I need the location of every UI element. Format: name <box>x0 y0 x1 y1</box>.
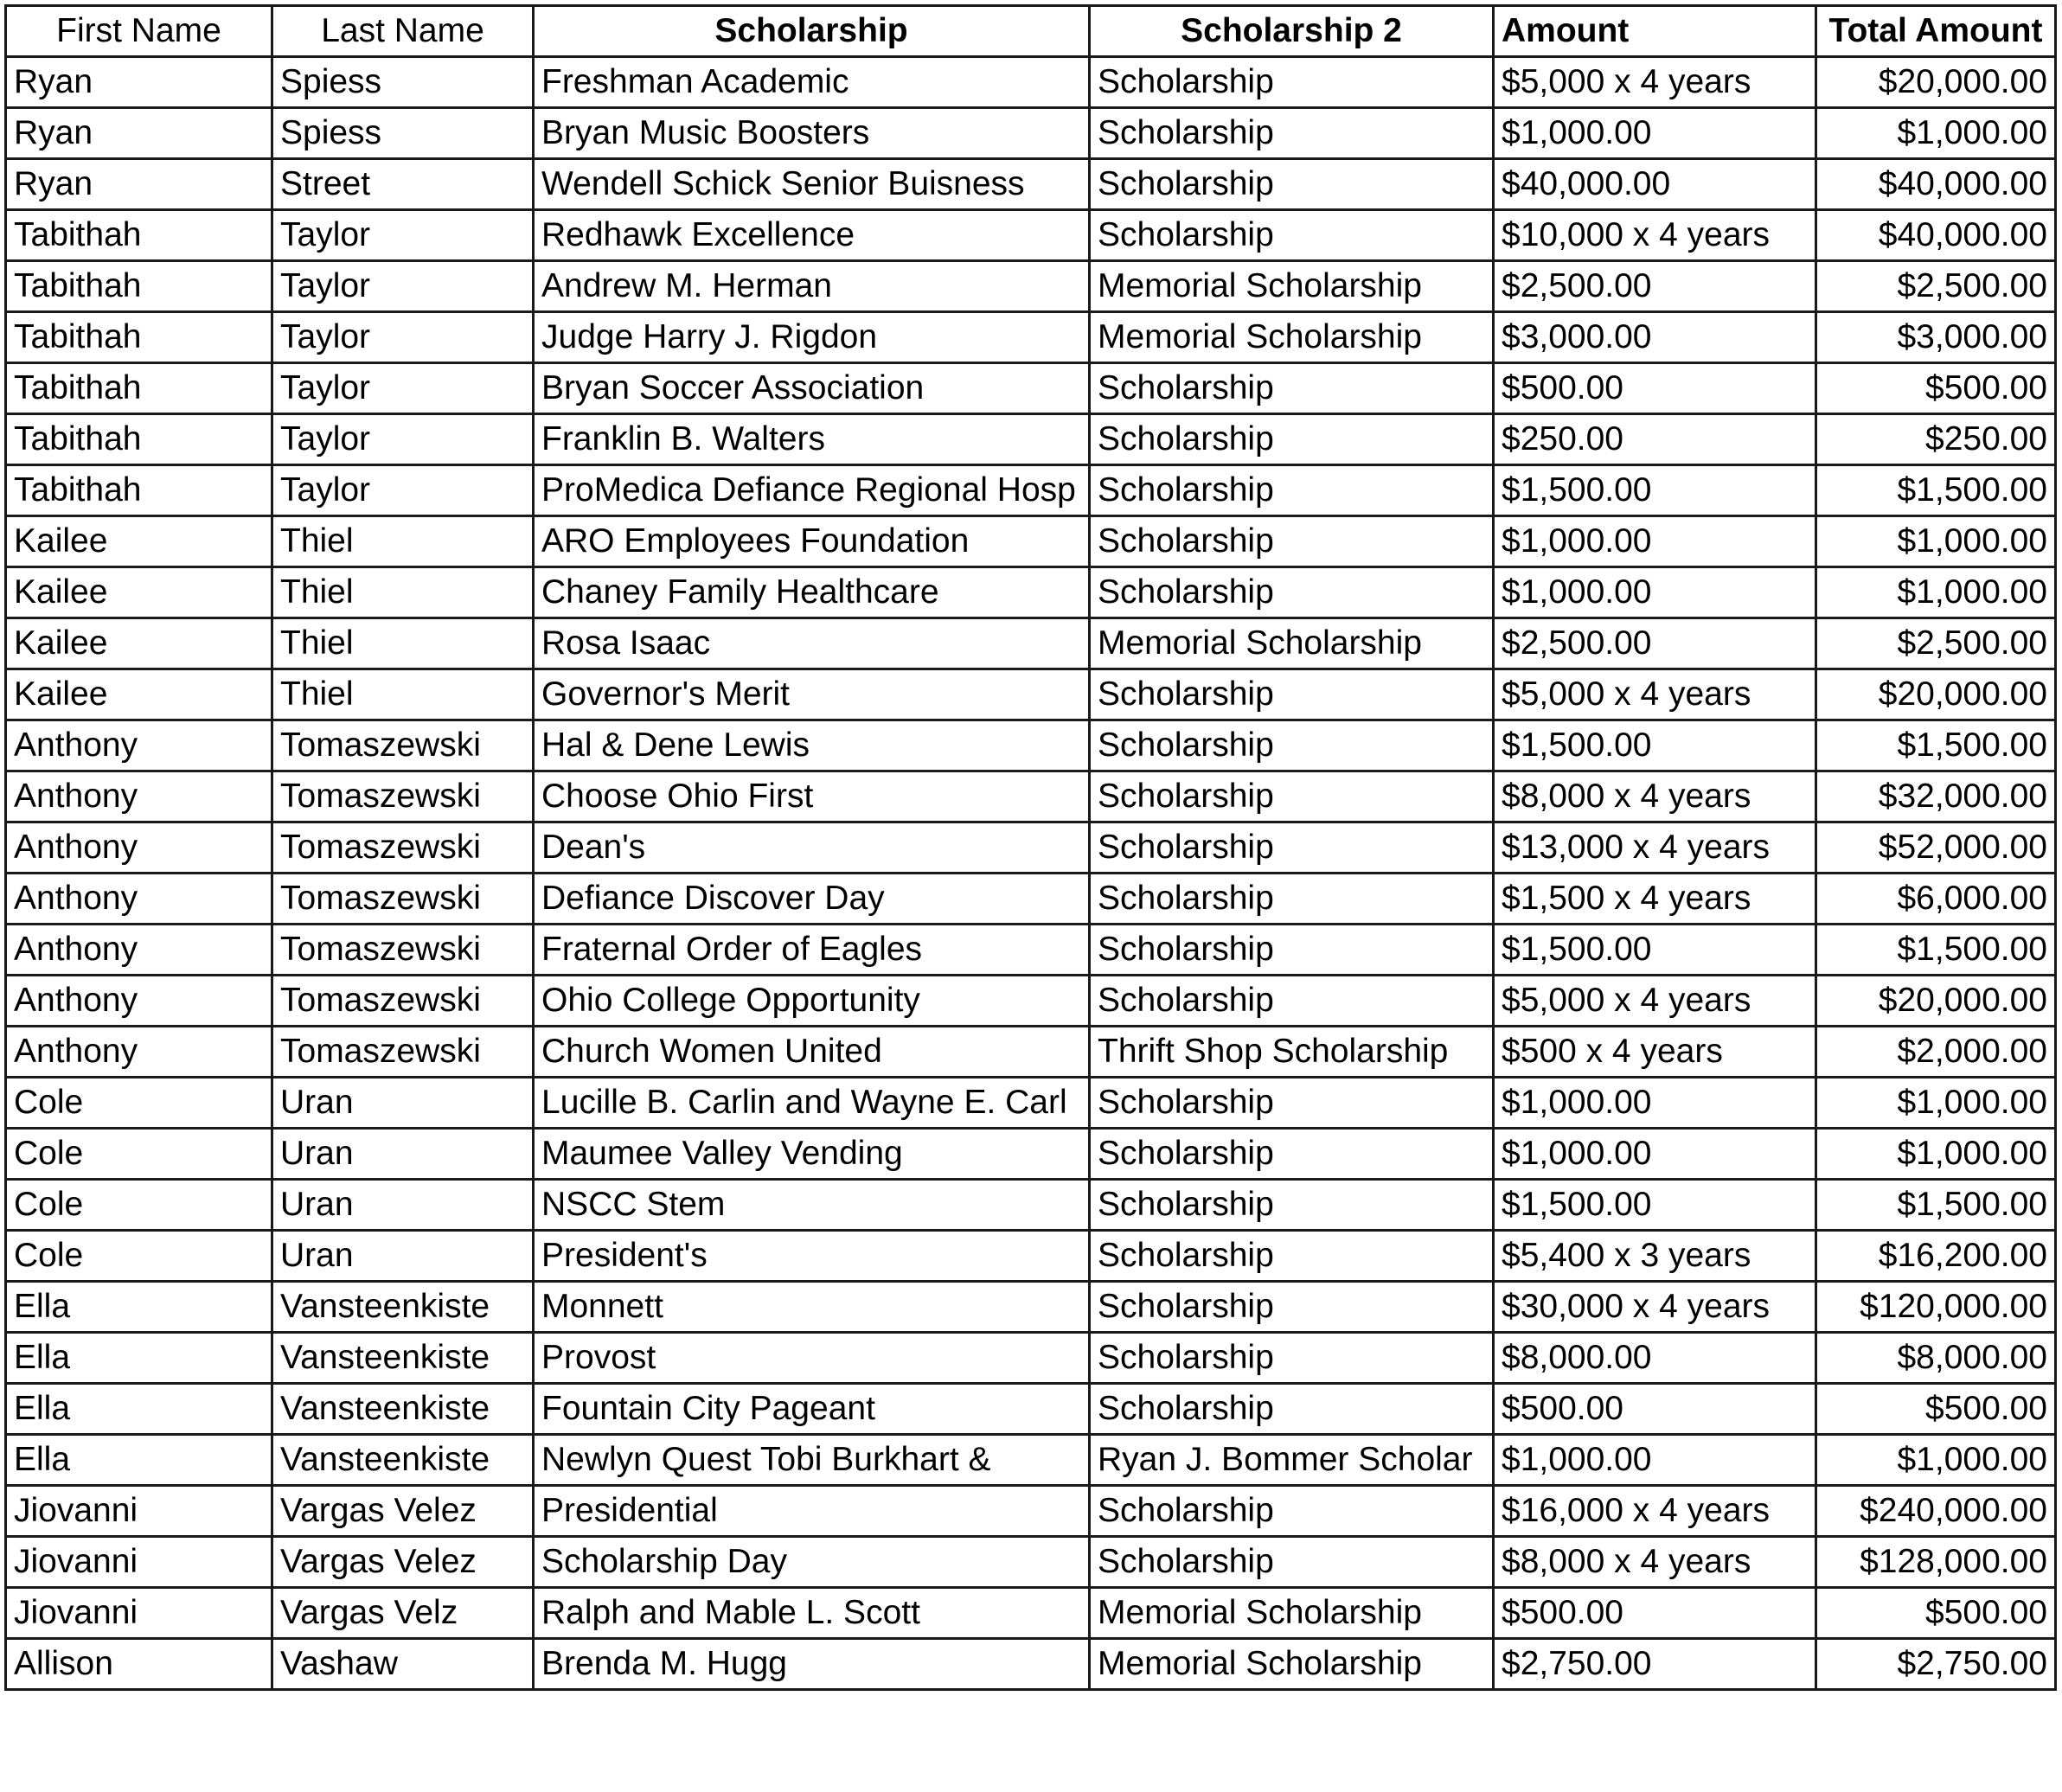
cell-total-amount[interactable]: $1,500.00 <box>1816 1180 2056 1231</box>
table-row <box>6 363 2056 414</box>
table-row <box>6 57 2056 108</box>
table-row <box>6 720 2056 771</box>
cell-scholarship-2[interactable]: Scholarship <box>1090 363 1494 414</box>
cell-first-name[interactable]: Ryan <box>6 108 272 159</box>
cell-first-name[interactable]: Anthony <box>6 771 272 822</box>
cell-total-amount[interactable]: $1,000.00 <box>1816 108 2056 159</box>
cell-total-amount[interactable]: $1,500.00 <box>1816 720 2056 771</box>
cell-first-name[interactable]: Ella <box>6 1384 272 1435</box>
cell-scholarship[interactable]: Bryan Soccer Association <box>534 363 1090 414</box>
cell-scholarship[interactable]: Maumee Valley Vending <box>534 1129 1090 1180</box>
cell-total-amount[interactable]: $8,000.00 <box>1816 1333 2056 1384</box>
cell-scholarship[interactable]: Lucille B. Carlin and Wayne E. Carl <box>534 1078 1090 1129</box>
cell-scholarship[interactable]: President's <box>534 1231 1090 1282</box>
cell-amount[interactable]: $1,500.00 <box>1494 1180 1816 1231</box>
cell-amount[interactable]: $1,500.00 <box>1494 720 1816 771</box>
table-row <box>6 516 2056 567</box>
cell-scholarship-2[interactable]: Scholarship <box>1090 108 1494 159</box>
table-row <box>6 874 2056 925</box>
cell-scholarship[interactable]: Ralph and Mable L. Scott <box>534 1588 1090 1639</box>
cell-scholarship-2[interactable]: Memorial Scholarship <box>1090 1588 1494 1639</box>
table-row <box>6 1027 2056 1078</box>
cell-total-amount[interactable]: $128,000.00 <box>1816 1537 2056 1588</box>
cell-first-name[interactable]: Ryan <box>6 159 272 210</box>
cell-total-amount[interactable]: $120,000.00 <box>1816 1282 2056 1333</box>
cell-total-amount[interactable]: $20,000.00 <box>1816 669 2056 720</box>
cell-total-amount[interactable]: $500.00 <box>1816 1384 2056 1435</box>
table-row <box>6 1333 2056 1384</box>
cell-scholarship[interactable]: Franklin B. Walters <box>534 414 1090 465</box>
cell-total-amount[interactable]: $240,000.00 <box>1816 1486 2056 1537</box>
cell-scholarship-2[interactable]: Scholarship <box>1090 414 1494 465</box>
cell-scholarship-2[interactable]: Scholarship <box>1090 669 1494 720</box>
cell-amount[interactable]: $1,000.00 <box>1494 516 1816 567</box>
cell-last-name[interactable]: Taylor <box>272 210 534 261</box>
table-row <box>6 618 2056 669</box>
cell-amount[interactable]: $1,000.00 <box>1494 1129 1816 1180</box>
cell-scholarship-2[interactable]: Scholarship <box>1090 516 1494 567</box>
cell-scholarship-2[interactable]: Scholarship <box>1090 874 1494 925</box>
cell-total-amount[interactable]: $1,000.00 <box>1816 1435 2056 1486</box>
table-row <box>6 465 2056 516</box>
cell-amount[interactable]: $5,000 x 4 years <box>1494 976 1816 1027</box>
cell-amount[interactable]: $250.00 <box>1494 414 1816 465</box>
cell-first-name[interactable]: Anthony <box>6 720 272 771</box>
cell-total-amount[interactable]: $3,000.00 <box>1816 312 2056 363</box>
table-row <box>6 567 2056 618</box>
cell-amount[interactable]: $13,000 x 4 years <box>1494 822 1816 874</box>
cell-scholarship[interactable]: Hal & Dene Lewis <box>534 720 1090 771</box>
cell-amount[interactable]: $2,500.00 <box>1494 261 1816 312</box>
cell-scholarship-2[interactable]: Memorial Scholarship <box>1090 1639 1494 1690</box>
table-row <box>6 1180 2056 1231</box>
table-row <box>6 414 2056 465</box>
table-row <box>6 822 2056 874</box>
cell-scholarship[interactable]: Monnett <box>534 1282 1090 1333</box>
cell-scholarship-2[interactable]: Scholarship <box>1090 1180 1494 1231</box>
table-row <box>6 1231 2056 1282</box>
cell-first-name[interactable]: Anthony <box>6 1027 272 1078</box>
cell-scholarship[interactable]: Scholarship Day <box>534 1537 1090 1588</box>
cell-first-name[interactable]: Allison <box>6 1639 272 1690</box>
cell-scholarship-2[interactable]: Thrift Shop Scholarship <box>1090 1027 1494 1078</box>
cell-last-name[interactable]: Tomaszewski <box>272 874 534 925</box>
cell-first-name[interactable]: Anthony <box>6 822 272 874</box>
cell-last-name[interactable]: Vansteenkiste <box>272 1435 534 1486</box>
cell-scholarship[interactable]: Dean's <box>534 822 1090 874</box>
cell-first-name[interactable]: Tabithah <box>6 465 272 516</box>
cell-scholarship-2[interactable]: Scholarship <box>1090 1486 1494 1537</box>
cell-scholarship-2[interactable]: Scholarship <box>1090 771 1494 822</box>
cell-last-name[interactable]: Vargas Velez <box>272 1486 534 1537</box>
table-row <box>6 1435 2056 1486</box>
cell-last-name[interactable]: Taylor <box>272 363 534 414</box>
cell-last-name[interactable]: Taylor <box>272 312 534 363</box>
cell-scholarship[interactable]: Provost <box>534 1333 1090 1384</box>
cell-last-name[interactable]: Thiel <box>272 669 534 720</box>
cell-total-amount[interactable]: $2,500.00 <box>1816 261 2056 312</box>
cell-first-name[interactable]: Tabithah <box>6 414 272 465</box>
cell-amount[interactable]: $10,000 x 4 years <box>1494 210 1816 261</box>
cell-first-name[interactable]: Cole <box>6 1078 272 1129</box>
cell-last-name[interactable]: Vargas Velez <box>272 1537 534 1588</box>
cell-amount[interactable]: $500.00 <box>1494 1384 1816 1435</box>
table-row <box>6 159 2056 210</box>
cell-last-name[interactable]: Spiess <box>272 57 534 108</box>
cell-last-name[interactable]: Vansteenkiste <box>272 1333 534 1384</box>
cell-scholarship[interactable]: Rosa Isaac <box>534 618 1090 669</box>
cell-first-name[interactable]: Ella <box>6 1435 272 1486</box>
cell-amount[interactable]: $30,000 x 4 years <box>1494 1282 1816 1333</box>
cell-total-amount[interactable]: $250.00 <box>1816 414 2056 465</box>
table-row <box>6 1078 2056 1129</box>
cell-last-name[interactable]: Tomaszewski <box>272 720 534 771</box>
cell-amount[interactable]: $40,000.00 <box>1494 159 1816 210</box>
cell-scholarship[interactable]: Freshman Academic <box>534 57 1090 108</box>
cell-first-name[interactable]: Cole <box>6 1231 272 1282</box>
cell-amount[interactable]: $2,500.00 <box>1494 618 1816 669</box>
cell-first-name[interactable]: Kailee <box>6 516 272 567</box>
cell-scholarship[interactable]: Choose Ohio First <box>534 771 1090 822</box>
header-row <box>6 6 2056 57</box>
cell-last-name[interactable]: Vashaw <box>272 1639 534 1690</box>
cell-scholarship[interactable]: Defiance Discover Day <box>534 874 1090 925</box>
cell-last-name[interactable]: Street <box>272 159 534 210</box>
cell-total-amount[interactable]: $1,500.00 <box>1816 925 2056 976</box>
cell-total-amount[interactable]: $1,500.00 <box>1816 465 2056 516</box>
table-row <box>6 1486 2056 1537</box>
cell-total-amount[interactable]: $2,000.00 <box>1816 1027 2056 1078</box>
cell-last-name[interactable]: Tomaszewski <box>272 925 534 976</box>
cell-amount[interactable]: $500.00 <box>1494 1588 1816 1639</box>
table-row <box>6 1639 2056 1690</box>
cell-last-name[interactable]: Tomaszewski <box>272 976 534 1027</box>
cell-scholarship-2[interactable]: Scholarship <box>1090 1129 1494 1180</box>
cell-total-amount[interactable]: $1,000.00 <box>1816 567 2056 618</box>
cell-last-name[interactable]: Thiel <box>272 567 534 618</box>
cell-amount[interactable]: $1,000.00 <box>1494 108 1816 159</box>
cell-scholarship-2[interactable]: Ryan J. Bommer Scholar <box>1090 1435 1494 1486</box>
cell-total-amount[interactable]: $500.00 <box>1816 1588 2056 1639</box>
cell-amount[interactable]: $5,000 x 4 years <box>1494 669 1816 720</box>
cell-amount[interactable]: $8,000 x 4 years <box>1494 771 1816 822</box>
cell-scholarship-2[interactable]: Scholarship <box>1090 822 1494 874</box>
cell-first-name[interactable]: Tabithah <box>6 363 272 414</box>
header-total-amount[interactable]: Total Amount <box>1816 6 2056 57</box>
cell-first-name[interactable]: Kailee <box>6 567 272 618</box>
header-first-name[interactable]: First Name <box>6 6 272 57</box>
cell-first-name[interactable]: Cole <box>6 1129 272 1180</box>
cell-last-name[interactable]: Taylor <box>272 261 534 312</box>
cell-total-amount[interactable]: $6,000.00 <box>1816 874 2056 925</box>
table-row <box>6 312 2056 363</box>
cell-scholarship-2[interactable]: Memorial Scholarship <box>1090 312 1494 363</box>
cell-total-amount[interactable]: $20,000.00 <box>1816 57 2056 108</box>
cell-scholarship-2[interactable]: Memorial Scholarship <box>1090 261 1494 312</box>
cell-last-name[interactable]: Uran <box>272 1180 534 1231</box>
cell-total-amount[interactable]: $1,000.00 <box>1816 516 2056 567</box>
table-row <box>6 1384 2056 1435</box>
cell-total-amount[interactable]: $2,750.00 <box>1816 1639 2056 1690</box>
cell-total-amount[interactable]: $40,000.00 <box>1816 159 2056 210</box>
table-body <box>6 57 2056 1690</box>
cell-first-name[interactable]: Anthony <box>6 874 272 925</box>
cell-scholarship[interactable]: Chaney Family Healthcare <box>534 567 1090 618</box>
cell-amount[interactable]: $1,000.00 <box>1494 1078 1816 1129</box>
cell-last-name[interactable]: Taylor <box>272 414 534 465</box>
cell-first-name[interactable]: Tabithah <box>6 312 272 363</box>
cell-last-name[interactable]: Thiel <box>272 516 534 567</box>
cell-first-name[interactable]: Kailee <box>6 618 272 669</box>
cell-scholarship[interactable]: Newlyn Quest Tobi Burkhart & <box>534 1435 1090 1486</box>
cell-scholarship-2[interactable]: Scholarship <box>1090 1384 1494 1435</box>
cell-last-name[interactable]: Uran <box>272 1231 534 1282</box>
table-row <box>6 210 2056 261</box>
cell-scholarship-2[interactable]: Scholarship <box>1090 1537 1494 1588</box>
table-row <box>6 1588 2056 1639</box>
table-row <box>6 1129 2056 1180</box>
cell-scholarship-2[interactable]: Scholarship <box>1090 976 1494 1027</box>
cell-scholarship[interactable]: ProMedica Defiance Regional Hosp <box>534 465 1090 516</box>
cell-scholarship[interactable]: Governor's Merit <box>534 669 1090 720</box>
cell-first-name[interactable]: Jiovanni <box>6 1486 272 1537</box>
cell-scholarship[interactable]: Bryan Music Boosters <box>534 108 1090 159</box>
table-row <box>6 1537 2056 1588</box>
table-row <box>6 771 2056 822</box>
cell-amount[interactable]: $8,000 x 4 years <box>1494 1537 1816 1588</box>
cell-total-amount[interactable]: $16,200.00 <box>1816 1231 2056 1282</box>
table-row <box>6 108 2056 159</box>
cell-scholarship-2[interactable]: Scholarship <box>1090 210 1494 261</box>
cell-amount[interactable]: $1,500 x 4 years <box>1494 874 1816 925</box>
table-row <box>6 1282 2056 1333</box>
cell-scholarship[interactable]: Wendell Schick Senior Buisness <box>534 159 1090 210</box>
header-amount[interactable]: Amount <box>1494 6 1816 57</box>
cell-last-name[interactable]: Tomaszewski <box>272 1027 534 1078</box>
scholarship-table <box>4 4 2057 1691</box>
cell-first-name[interactable]: Ella <box>6 1282 272 1333</box>
cell-amount[interactable]: $2,750.00 <box>1494 1639 1816 1690</box>
cell-amount[interactable]: $5,400 x 3 years <box>1494 1231 1816 1282</box>
cell-total-amount[interactable]: $500.00 <box>1816 363 2056 414</box>
cell-scholarship[interactable]: Fountain City Pageant <box>534 1384 1090 1435</box>
cell-scholarship[interactable]: Andrew M. Herman <box>534 261 1090 312</box>
cell-total-amount[interactable]: $20,000.00 <box>1816 976 2056 1027</box>
cell-scholarship[interactable]: Judge Harry J. Rigdon <box>534 312 1090 363</box>
cell-total-amount[interactable]: $1,000.00 <box>1816 1078 2056 1129</box>
cell-last-name[interactable]: Tomaszewski <box>272 822 534 874</box>
table-row <box>6 261 2056 312</box>
cell-amount[interactable]: $500 x 4 years <box>1494 1027 1816 1078</box>
cell-scholarship[interactable]: Presidential <box>534 1486 1090 1537</box>
cell-amount[interactable]: $5,000 x 4 years <box>1494 57 1816 108</box>
table-row <box>6 976 2056 1027</box>
cell-last-name[interactable]: Vargas Velz <box>272 1588 534 1639</box>
cell-last-name[interactable]: Uran <box>272 1129 534 1180</box>
cell-first-name[interactable]: Ryan <box>6 57 272 108</box>
cell-scholarship[interactable]: NSCC Stem <box>534 1180 1090 1231</box>
cell-scholarship-2[interactable]: Scholarship <box>1090 720 1494 771</box>
table-row <box>6 669 2056 720</box>
cell-amount[interactable]: $1,000.00 <box>1494 567 1816 618</box>
cell-scholarship-2[interactable]: Scholarship <box>1090 57 1494 108</box>
cell-scholarship-2[interactable]: Scholarship <box>1090 925 1494 976</box>
cell-amount[interactable]: $16,000 x 4 years <box>1494 1486 1816 1537</box>
cell-last-name[interactable]: Thiel <box>272 618 534 669</box>
cell-first-name[interactable]: Tabithah <box>6 261 272 312</box>
cell-first-name[interactable]: Anthony <box>6 976 272 1027</box>
cell-first-name[interactable]: Tabithah <box>6 210 272 261</box>
cell-total-amount[interactable]: $1,000.00 <box>1816 1129 2056 1180</box>
cell-amount[interactable]: $500.00 <box>1494 363 1816 414</box>
cell-total-amount[interactable]: $52,000.00 <box>1816 822 2056 874</box>
cell-amount[interactable]: $1,500.00 <box>1494 925 1816 976</box>
header-scholarship-2[interactable]: Scholarship 2 <box>1090 6 1494 57</box>
cell-scholarship-2[interactable]: Memorial Scholarship <box>1090 618 1494 669</box>
cell-scholarship-2[interactable]: Scholarship <box>1090 465 1494 516</box>
cell-scholarship[interactable]: Church Women United <box>534 1027 1090 1078</box>
table-row <box>6 925 2056 976</box>
cell-last-name[interactable]: Vansteenkiste <box>272 1384 534 1435</box>
cell-amount[interactable]: $1,000.00 <box>1494 1435 1816 1486</box>
cell-last-name[interactable]: Tomaszewski <box>272 771 534 822</box>
cell-scholarship-2[interactable]: Scholarship <box>1090 1078 1494 1129</box>
cell-scholarship-2[interactable]: Scholarship <box>1090 1231 1494 1282</box>
cell-scholarship[interactable]: Redhawk Excellence <box>534 210 1090 261</box>
cell-first-name[interactable]: Cole <box>6 1180 272 1231</box>
cell-scholarship[interactable]: Brenda M. Hugg <box>534 1639 1090 1690</box>
cell-last-name[interactable]: Spiess <box>272 108 534 159</box>
cell-first-name[interactable]: Kailee <box>6 669 272 720</box>
cell-amount[interactable]: $3,000.00 <box>1494 312 1816 363</box>
cell-scholarship[interactable]: ARO Employees Foundation <box>534 516 1090 567</box>
cell-first-name[interactable]: Ella <box>6 1333 272 1384</box>
cell-total-amount[interactable]: $2,500.00 <box>1816 618 2056 669</box>
cell-scholarship-2[interactable]: Scholarship <box>1090 159 1494 210</box>
cell-total-amount[interactable]: $32,000.00 <box>1816 771 2056 822</box>
cell-amount[interactable]: $1,500.00 <box>1494 465 1816 516</box>
cell-last-name[interactable]: Vansteenkiste <box>272 1282 534 1333</box>
cell-last-name[interactable]: Taylor <box>272 465 534 516</box>
cell-scholarship-2[interactable]: Scholarship <box>1090 567 1494 618</box>
cell-scholarship[interactable]: Ohio College Opportunity <box>534 976 1090 1027</box>
cell-first-name[interactable]: Jiovanni <box>6 1537 272 1588</box>
header-scholarship[interactable]: Scholarship <box>534 6 1090 57</box>
cell-amount[interactable]: $8,000.00 <box>1494 1333 1816 1384</box>
cell-scholarship-2[interactable]: Scholarship <box>1090 1333 1494 1384</box>
cell-total-amount[interactable]: $40,000.00 <box>1816 210 2056 261</box>
cell-last-name[interactable]: Uran <box>272 1078 534 1129</box>
header-last-name[interactable]: Last Name <box>272 6 534 57</box>
cell-first-name[interactable]: Jiovanni <box>6 1588 272 1639</box>
cell-scholarship[interactable]: Fraternal Order of Eagles <box>534 925 1090 976</box>
cell-scholarship-2[interactable]: Scholarship <box>1090 1282 1494 1333</box>
cell-first-name[interactable]: Anthony <box>6 925 272 976</box>
